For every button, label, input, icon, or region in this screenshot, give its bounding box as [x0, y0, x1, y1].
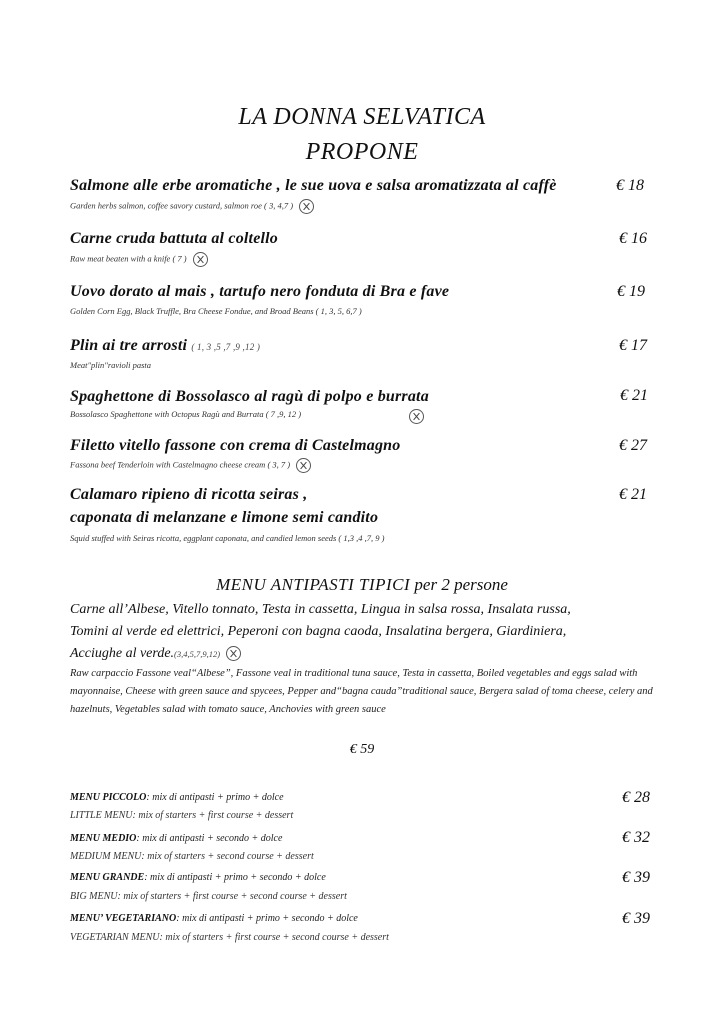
dish-name: Salmone alle erbe aromatiche , le sue uova e salsa aromatizzata al caffè [70, 177, 557, 194]
menu-vegetariano: MENU’ VEGETARIANO: mix di antipasti + primo + secondo + dolce [70, 913, 358, 924]
menu-piccolo: MENU PICCOLO: mix di antipasti + primo + dolce [70, 792, 284, 803]
dish-description: Golden Corn Egg, Black Truffle, Bra Cheese Fondue, and Broad Beans ( 1, 3, 5, 6,7 ) [70, 306, 362, 316]
dish-name: Filetto vitello fassone con crema di Castelmagno [70, 437, 401, 454]
dish-price: € 18 [616, 177, 644, 194]
page-subtitle: PROPONE [305, 139, 419, 165]
allergen-codes: (3,4,5,7,9,12) [174, 649, 221, 659]
gluten-free-icon [299, 199, 314, 214]
dish-description: Meat"plin"ravioli pasta [70, 360, 152, 370]
menu-english: MEDIUM MENU: mix of starters + second course + dessert [70, 851, 314, 862]
dish-name: Carne cruda battuta al coltello [70, 230, 278, 247]
gluten-free-icon [193, 252, 208, 267]
antipasti-heading: MENU ANTIPASTI TIPICI per 2 persone [216, 575, 508, 594]
gluten-free-icon [226, 646, 241, 661]
dish-description: Bossolasco Spaghettone with Octopus Ragù and Burrata ( 7 ,9, 12 ) [70, 409, 302, 419]
menu-price: € 39 [622, 910, 650, 927]
gluten-free-icon [409, 409, 424, 424]
menu-price: € 28 [622, 789, 650, 806]
menu-grande: MENU GRANDE: mix di antipasti + primo + secondo + dolce [70, 872, 326, 883]
dish-price: € 17 [619, 337, 647, 354]
dish-price: € 21 [619, 486, 647, 503]
dish-price: € 16 [619, 230, 647, 247]
allergen-codes: ( 1, 3 ,5 ,7 ,9 ,12 ) [191, 342, 261, 352]
gluten-free-icon [296, 458, 311, 473]
dish-description: Fassona beef Tenderloin with Castelmagno cheese cream ( 3, 7 ) [70, 458, 311, 473]
dish-name: Uovo dorato al mais , tartufo nero fonduta di Bra e fave [70, 283, 450, 300]
antipasti-price: € 59 [349, 742, 375, 757]
dish-price: € 19 [617, 283, 645, 300]
dish-name: Spaghettone di Bossolasco al ragù di polpo e burrata [70, 388, 429, 405]
menu-price: € 39 [622, 869, 650, 886]
menu-medio: MENU MEDIO: mix di antipasti + secondo + dolce [70, 833, 283, 844]
menu-english: VEGETARIAN MENU: mix of starters + first course + second course + dessert [70, 932, 389, 943]
antipasti-list: Carne all’Albese, Vitello tonnato, Testa in cassetta, Lingua in salsa rossa, Insalata russa, Tomini al verde ed elettrici, Peperoni con bagna caoda, Insalatina bergera, Giardiniera, Acciughe al verde.(3,4,5,7,9,12) [70, 602, 571, 661]
dish-description: Raw meat beaten with a knife ( 7 ) [70, 252, 208, 267]
dish-description: Garden herbs salmon, coffee savory custard, salmon roe ( 3, 4,7 ) [70, 199, 314, 214]
dish-name: Plin ai tre arrosti ( 1, 3 ,5 ,7 ,9 ,12 ) [70, 337, 261, 354]
dish-description: Squid stuffed with Seiras ricotta, eggplant caponata, and candied lemon seeds ( 1,3 ,4 ,7, 9 ) [70, 533, 385, 543]
dish-price: € 21 [620, 387, 648, 404]
dish-price: € 27 [619, 437, 647, 454]
dish-name: Calamaro ripieno di ricotta seiras , [70, 486, 308, 503]
page-title: LA DONNA SELVATICA [238, 104, 486, 130]
dish-name-line2: caponata di melanzane e limone semi candito [70, 509, 379, 526]
menu-english: BIG MENU: mix of starters + first course + second course + dessert [70, 891, 347, 902]
menu-price: € 32 [622, 829, 650, 846]
antipasti-english: Raw carpaccio Fassone veal“Albese”, Fassone veal in traditional tuna sauce, Testa in cassetta, Boiled vegetables and eggs salad with mayonnaise, Cheese with green sauce and spycees, Pepper and“bagna cauda”traditional sauce, Bergera salad of toma cheese, celery and hazelnuts, Vegetables salad with tomato sauce, Anchovies with green sauce [70, 668, 653, 715]
menu-english: LITTLE MENU: mix of starters + first course + dessert [70, 810, 294, 821]
